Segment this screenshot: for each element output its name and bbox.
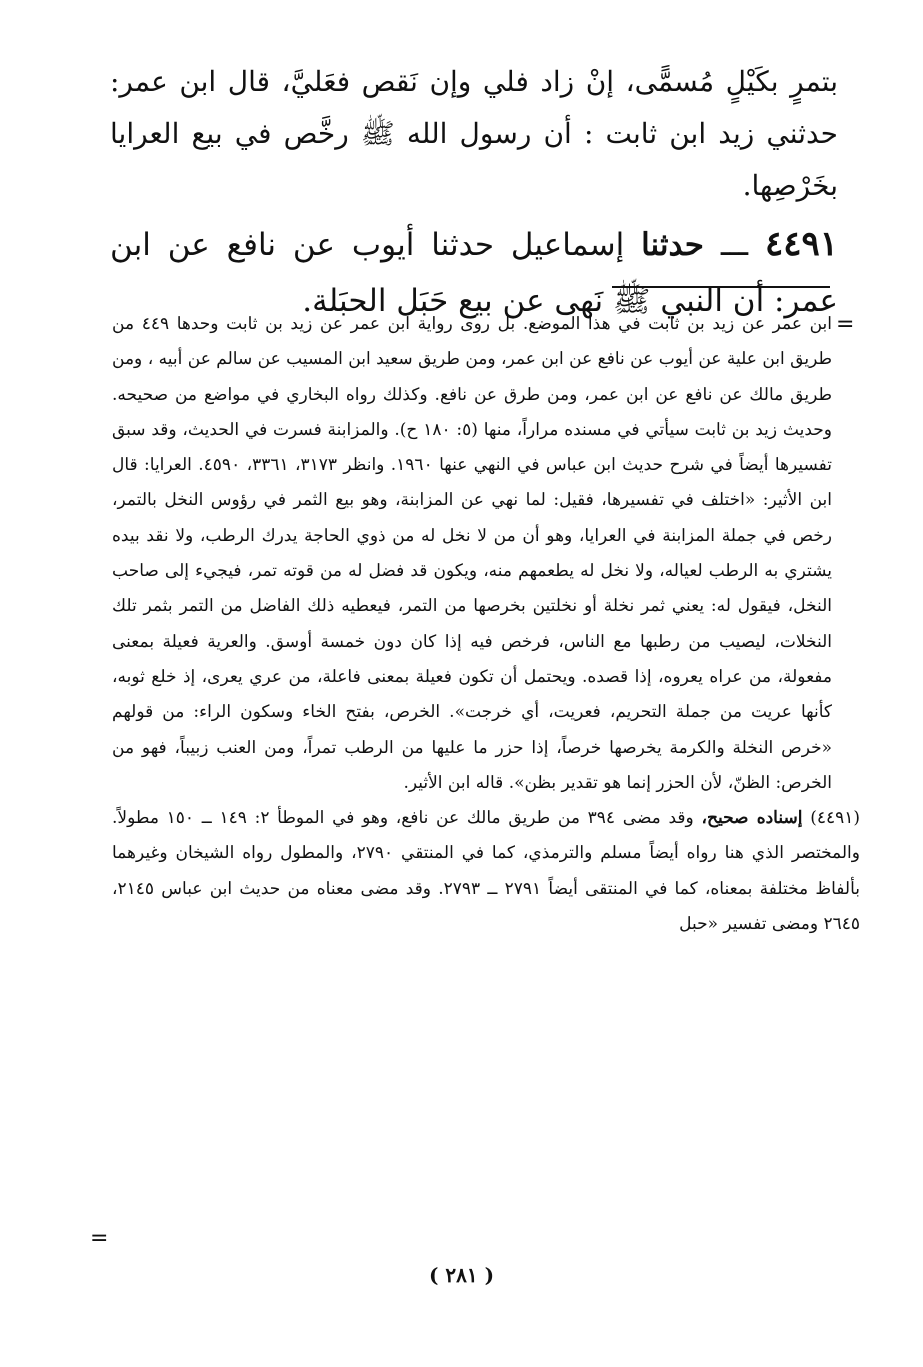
hadith-keyword: حدثنا (641, 227, 704, 263)
continuation-mark-bottom: = (90, 1226, 109, 1251)
footnote-separator (612, 286, 830, 288)
footnote-ref: (٤٤٩١) (810, 808, 860, 829)
footnote-keyword: إسناده صحيح، (701, 808, 803, 829)
main-text-line-1: بتمرٍ بكَيْلٍ مُسمًّى، إنْ زاد فلي وإن نَقص فعَليَّ، قال ابن عمر: حدثني زيد ابن ثابت : أن رسول الله ﷺ رخَّص في بيع العرايا بخَرْصِها. (110, 65, 838, 202)
footnote-previous: ابن عمر عن زيد بن ثابت في هذا الموضع. بل روى رواية ابن عمر عن زيد بن ثابت وحدها ٤٤٩ من طريق ابن علية عن أيوب عن نافع عن ابن عمر، ومن طريق سعيد ابن المسيب عن سالم عن أبيه ، ومن طريق مالك عن نافع عن ابن عمر، ومن طرق عن نافع. وكذلك رواه البخاري في مواضع من صحيحه. وحديث زيد بن ثابت سيأتي في مسنده مراراً، منها (٥: ١٨٠ ح). والمزابنة فسرت في الحديث، وقد سبق تفسيرها أيضاً في شرح حديث ابن عباس في النهي عنها ١٩٦٠. وانظر ٣١٧٣، ٣٣٦١، ٤٥٩٠. العرايا: قال ابن الأثير: «اختلف في تفسيرها، فقيل: لما نهي عن المزابنة، وهو بيع الثمر في رؤوس النخل بالتمر، رخص في جملة المزابنة في العرايا، وهو أن من لا نخل له من ذوي الحاجة يدرك الرطب، ولا نقد بيده يشتري به الرطب لعياله، ولا نخل له يطعمهم منه، ويكون قد فضل له من قوته تمر، فيجيء إلى صاحب النخل، فيقول له: يعني ثمر نخلة أو نخلتين بخرصها من التمر، فيعطيه ذلك الفاضل من التمر بثمر تلك النخلات، ليصيب من رطبها مع الناس، فرخص فيه إذا كان دون خمسة أوسق. والعرية فعيلة بمعنى مفعولة، من عراه يعروه، إذا قصده. ويحتمل أن تكون فعيلة بمعنى فاعلة، من عري يعرى، إذ خلع ثوبه، كأنها عريت من جملة التحريم، فعريت، أي خرجت». الخرص، بفتح الخاء وسكون الراء: من قولهم «خرص النخلة والكرمة يخرصها خرصاً، إذا حزر ما عليها من الرطب تمراً، ومن العنب زبيباً، فهو من الخرص: الظنّ، لأن الحزر إنما هو تقدير بظن». قاله ابن الأثير. (112, 314, 833, 793)
page-number: ( ٢٨١ ) (428, 1263, 495, 1287)
footnote-4491 (112, 801, 860, 942)
hadith-number: ٤٤٩١ (764, 224, 838, 264)
continuation-mark-top: = (836, 312, 855, 337)
hadith-text: إسماعيل حدثنا أيوب عن نافع عن ابن عمر: أن النبي ﷺ نَهى عن بيع حَبَل الحبَلة. (110, 227, 838, 319)
footnote-text: وقد مضى ٣٩٤ من طريق مالك عن نافع، وهو في الموطأ ٢: ١٤٩ ــ ١٥٠ مطولاً. والمختصر الذي هنا رواه أيضاً مسلم والترمذي، كما في المنتقي ٢٧٩٠، والمطول رواه الشيخان وغيرهما بألفاظ مختلفة بمعناه، كما في المنتقى أيضاً ٢٧٩١ ــ ٢٧٩٣. وقد مضى معناه من حديث ابن عباس ٢١٤٥، ٢٦٤٥ ومضى تفسير «حبل (112, 808, 860, 935)
hadith-dash: ـــ (720, 227, 749, 263)
footnotes (112, 307, 860, 942)
main-text (110, 56, 838, 329)
